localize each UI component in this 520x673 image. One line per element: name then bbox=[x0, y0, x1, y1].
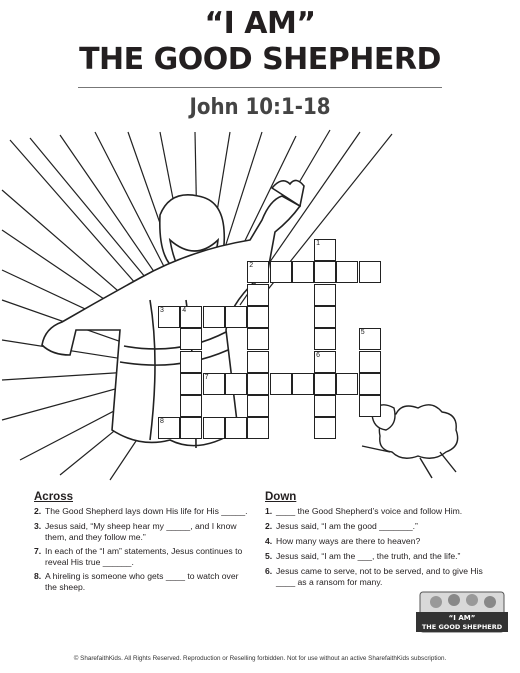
crossword-cell[interactable] bbox=[314, 328, 336, 350]
crossword-cell[interactable] bbox=[270, 261, 292, 283]
down-clue-1: 1. ____ the Good Shepherd’s voice and follow Him. bbox=[265, 506, 463, 516]
across-clue-3: 3. Jesus said, “My sheep hear my _____, and I know them, and they follow me.” bbox=[34, 521, 237, 543]
crossword-cell[interactable] bbox=[314, 395, 336, 417]
title-line1: “I AM” bbox=[204, 6, 316, 41]
crossword-cell[interactable] bbox=[314, 306, 336, 328]
crossword-cell[interactable] bbox=[270, 373, 292, 395]
crossword-clue-number: 3 bbox=[160, 306, 164, 314]
crossword-cell[interactable] bbox=[336, 373, 358, 395]
crossword-cell[interactable] bbox=[314, 351, 336, 373]
crossword-cell[interactable] bbox=[158, 306, 180, 328]
crossword-clue-number: 8 bbox=[160, 418, 164, 426]
down-clue-4: 4. How many ways are there to heaven? bbox=[265, 536, 421, 546]
crossword-clue-number: 6 bbox=[316, 351, 320, 359]
crossword-cell[interactable] bbox=[247, 417, 269, 439]
across-heading: Across bbox=[34, 491, 73, 503]
title-divider bbox=[78, 87, 442, 88]
down-clue-5: 5. Jesus said, “I am the ___, the truth, and the life.” bbox=[265, 551, 461, 561]
crossword-cell[interactable] bbox=[225, 417, 247, 439]
crossword-cell[interactable] bbox=[158, 417, 180, 439]
down-clue-6: 6. Jesus came to serve, not to be served, and to give His ____ as a ransom for many. bbox=[265, 566, 483, 588]
across-clue-8: 8. A hireling is someone who gets ____ to watch over the sheep. bbox=[34, 571, 239, 593]
crossword-cell[interactable] bbox=[336, 261, 358, 283]
crossword-cell[interactable] bbox=[247, 284, 269, 306]
crossword-cell[interactable] bbox=[203, 373, 225, 395]
crossword-cell[interactable] bbox=[247, 261, 269, 283]
crossword-cell[interactable] bbox=[292, 261, 314, 283]
sharefaith-logo bbox=[414, 588, 510, 634]
crossword-cell[interactable] bbox=[180, 373, 202, 395]
crossword-clue-number: 4 bbox=[182, 306, 187, 314]
crossword-cell[interactable] bbox=[359, 395, 381, 417]
crossword-cell[interactable] bbox=[180, 306, 202, 328]
crossword-cell[interactable] bbox=[247, 306, 269, 328]
logo-line1: “I AM” bbox=[448, 614, 476, 622]
crossword-clue-number: 2 bbox=[249, 262, 254, 270]
crossword-cell[interactable] bbox=[180, 351, 202, 373]
logo-line2: THE GOOD SHEPHERD bbox=[421, 623, 503, 631]
down-clue-2: 2. Jesus said, “I am the good _______.” bbox=[265, 521, 418, 531]
crossword-cell[interactable] bbox=[203, 417, 225, 439]
crossword-cell[interactable] bbox=[314, 261, 336, 283]
crossword-clue-number: 7 bbox=[204, 373, 209, 381]
crossword-clue-number: 1 bbox=[316, 240, 320, 247]
crossword-cell[interactable] bbox=[225, 306, 247, 328]
crossword-cell[interactable] bbox=[247, 328, 269, 350]
crossword-cell[interactable] bbox=[314, 239, 336, 261]
crossword-cell[interactable] bbox=[359, 373, 381, 395]
scripture-reference: John 10:1-18 bbox=[189, 95, 331, 120]
crossword-cell[interactable] bbox=[314, 284, 336, 306]
title-line2: THE GOOD SHEPHERD bbox=[79, 42, 441, 77]
crossword-cell[interactable] bbox=[180, 395, 202, 417]
crossword-clue-number: 5 bbox=[360, 329, 365, 337]
crossword-cell[interactable] bbox=[247, 373, 269, 395]
crossword-cell[interactable] bbox=[203, 306, 225, 328]
crossword-cell[interactable] bbox=[314, 417, 336, 439]
across-clue-7: 7. In each of the “I am” statements, Jesus continues to reveal His true ______. bbox=[34, 546, 243, 568]
crossword-cell[interactable] bbox=[180, 328, 202, 350]
crossword-cell[interactable] bbox=[359, 351, 381, 373]
crossword-cell[interactable] bbox=[247, 395, 269, 417]
crossword-cell[interactable] bbox=[359, 261, 381, 283]
copyright-footer: © SharefaithKids. All Rights Reserved. Reproduction or Reselling forbidden. Not for use without an active SharefaithKids subscription. bbox=[73, 655, 447, 662]
crossword-cell[interactable] bbox=[180, 417, 202, 439]
down-heading: Down bbox=[265, 491, 297, 503]
crossword-cell[interactable] bbox=[314, 373, 336, 395]
crossword-cell[interactable] bbox=[247, 351, 269, 373]
crossword-cell[interactable] bbox=[225, 373, 247, 395]
crossword-cell[interactable] bbox=[292, 373, 314, 395]
across-clue-2: 2. The Good Shepherd lays down His life for His _____. bbox=[34, 506, 248, 516]
crossword-cell[interactable] bbox=[359, 328, 381, 350]
